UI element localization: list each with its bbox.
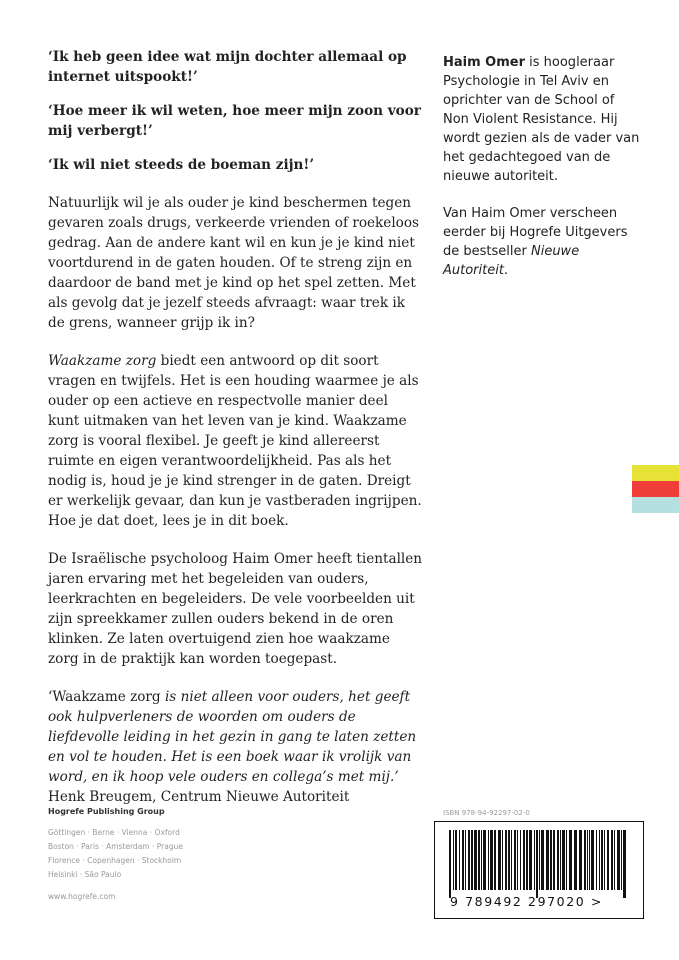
barcode-bar xyxy=(529,830,532,890)
barcode-digits: 9 789492 297020 > xyxy=(450,894,603,909)
city-line: Boston · Paris · Amsterdam · Prague xyxy=(48,842,183,851)
barcode-bar xyxy=(520,830,521,890)
previous-work-text: Van Haim Omer verscheen eerder bij Hogrefe Uitgevers de bestseller xyxy=(443,206,628,259)
barcode-bar xyxy=(474,830,477,890)
author-name: Haim Omer xyxy=(443,55,526,70)
barcode-bar xyxy=(607,830,609,890)
barcode-bar xyxy=(453,830,454,890)
barcode-bar xyxy=(614,830,615,890)
endorsement-author: Henk Breugem, Centrum Nieuwe Autoriteit xyxy=(48,789,350,805)
stripe-yellow xyxy=(632,465,679,481)
barcode-bar xyxy=(546,830,549,890)
quote-3: ‘Ik wil niet steeds de boeman zijn!’ xyxy=(48,157,315,173)
barcode-bar xyxy=(541,830,544,890)
back-cover-text xyxy=(48,47,423,807)
color-stripes xyxy=(632,465,679,513)
barcode-bar xyxy=(488,830,489,890)
intro-paragraph: Natuurlijk wil je als ouder je kind beschermen tegen gevaren zoals drugs, verkeerde vrienden of roekeloos gedrag. Aan de andere kant wil en kun je je kind niet voortdurend in de gaten houden. Of te streng zijn en daardoor de band met je kind op het spel zetten. Met als gevolg dat je jezelf steeds afvraagt: waar trek ik de grens, wanneer grijp ik in? xyxy=(48,195,420,331)
stripe-light-blue xyxy=(632,497,679,513)
barcode-bar xyxy=(617,830,620,890)
author-paragraph: De Israëlische psycholoog Haim Omer heeft tientallen jaren ervaring met het begeleiden van ouders, leerkrachten en begeleiders. De vele voorbeelden uit zijn spreekkamer zullen ouders bekend in de oren klinken. Ze laten overtuigend zien hoe waakzame zorg in de praktijk kan worden toegepast. xyxy=(48,551,423,667)
city-line: Göttingen · Berne · Vienna · Oxford xyxy=(48,828,180,837)
barcode-bar xyxy=(471,830,473,890)
barcode-bar xyxy=(574,830,577,890)
barcode-bar xyxy=(587,830,588,890)
barcode-bar xyxy=(502,830,503,890)
barcode-bar xyxy=(623,830,626,898)
barcode-bar xyxy=(611,830,613,890)
barcode-bar xyxy=(478,830,480,890)
isbn-label: ISBN 978-94-92297-02-0 xyxy=(443,809,530,817)
previous-work xyxy=(443,204,643,280)
barcode-bar xyxy=(599,830,600,890)
endorsement-start: ‘Waakzame zorg xyxy=(48,689,161,705)
barcode-bar xyxy=(498,830,501,890)
quote-2: ‘Hoe meer ik wil weten, hoe meer mijn zoon voor mij verbergt!’ xyxy=(48,103,421,139)
barcode-bar xyxy=(584,830,586,890)
description-paragraph xyxy=(48,351,423,531)
barcode-bar xyxy=(589,830,590,890)
endorsement xyxy=(48,687,423,787)
author-bio-text: is hoogleraar Psychologie in Tel Aviv en oprichter van de School of Non Violent Resistance. Hij wordt gezien als de vader van het gedachtegoed van de nieuwe autoriteit. xyxy=(443,55,640,184)
barcode-bar xyxy=(468,830,470,890)
publisher-footer xyxy=(48,807,183,901)
barcode-bar xyxy=(449,830,451,898)
author-bio xyxy=(443,53,643,186)
barcode-bar xyxy=(596,830,597,890)
barcode-bar xyxy=(483,830,486,890)
barcode-bar xyxy=(505,830,507,890)
barcode-bar xyxy=(536,830,538,898)
barcode-bar xyxy=(604,830,605,890)
barcode-bar xyxy=(490,830,493,890)
barcode-bar xyxy=(550,830,552,890)
barcode-bar xyxy=(534,830,535,890)
barcode-bar xyxy=(523,830,525,890)
barcode-bar xyxy=(517,830,518,890)
barcode-bar xyxy=(494,830,496,890)
title-italic: Waakzame zorg xyxy=(48,353,157,369)
barcode-bar xyxy=(562,830,565,890)
barcode-bar xyxy=(508,830,510,890)
barcode-bar xyxy=(465,830,466,890)
publisher-cities xyxy=(48,826,183,882)
publisher-website: www.hogrefe.com xyxy=(48,892,116,901)
barcode-bar xyxy=(455,830,457,890)
stripe-red xyxy=(632,481,679,497)
barcode-bar xyxy=(591,830,594,890)
previous-work-title: Nieuwe Autoriteit xyxy=(443,244,580,278)
barcode-bar xyxy=(579,830,582,890)
description-text: biedt een antwoord op dit soort vragen en twijfels. Het is een houding waarmee je als ouder op een actieve en respectvolle manier deel kunt uitmaken van het leven van je kind. Waakzame zorg is vooral flexibel. Je geeft je kind allereerst ruimte en eigen verantwoordelijkheid. Pas als het nodig is, houd je je kind strenger in de gaten. Dreigt er werkelijk gevaar, dan kun je vastberaden ingrijpen. Hoe je dat doet, lees je in dit boek. xyxy=(48,353,422,529)
barcode-bar xyxy=(462,830,464,890)
barcode-bar xyxy=(459,830,460,890)
barcode-bar xyxy=(539,830,540,890)
barcode-bar xyxy=(514,830,516,890)
barcode-bar xyxy=(557,830,559,890)
barcode-bar xyxy=(566,830,567,890)
barcode-bar xyxy=(569,830,572,890)
author-sidebar xyxy=(443,53,643,298)
city-line: Helsinki · São Paulo xyxy=(48,870,122,879)
barcode-bar xyxy=(511,830,512,890)
publisher-name: Hogrefe Publishing Group xyxy=(48,807,165,816)
barcode-bar xyxy=(621,830,622,890)
endorsement-italic: is niet alleen voor ouders, het geeft ook hulpverleners de woorden om ouders de liefdevolle leiding in het gezin in gang te laten zetten en vol te houden. Het is een boek waar ik vrolijk van word, en ik hoop vele ouders en collega’s met mij.’ xyxy=(48,689,417,785)
quote-1: ‘Ik heb geen idee wat mijn dochter allemaal op internet uitspookt!’ xyxy=(48,49,407,85)
barcode-bar xyxy=(560,830,561,890)
barcode-bar xyxy=(601,830,603,890)
barcode-bar xyxy=(526,830,528,890)
previous-work-end: . xyxy=(503,263,509,278)
city-line: Florence · Copenhagen · Stockholm xyxy=(48,856,182,865)
barcode-bar xyxy=(553,830,555,890)
barcode-bar xyxy=(481,830,482,890)
